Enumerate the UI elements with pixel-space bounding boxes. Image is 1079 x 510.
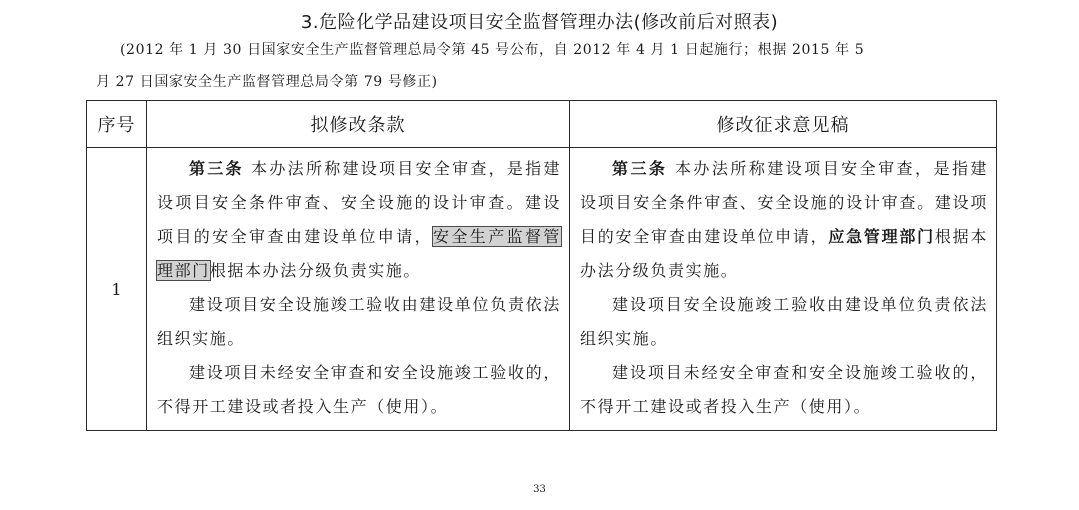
header-serial-number: 序号 [87,101,147,148]
draft-p1-tail: 根据本办法分级负责实施。 [209,261,422,280]
revised-p1-tail: 根据本办法分级负责实施。 [580,227,988,280]
comparison-table [86,100,997,431]
draft-highlighted-term: 安全生产监督管理部门 [157,227,561,280]
revised-paragraph-2: 建设项目安全设施竣工验收由建设单位负责依法组织实施。 [580,295,988,348]
revised-article-label: 第三条 [612,159,668,178]
draft-paragraph-2: 建设项目安全设施竣工验收由建设单位负责依法组织实施。 [157,295,561,348]
draft-paragraph-3: 建设项目未经安全审查和安全设施竣工验收的，不得开工建设或者投入生产（使用）。 [157,363,561,416]
document-subtitle-line-1: (2012 年 1 月 30 日国家安全生产监督管理总局令第 45 号公布，自 2012 年 4 月 1 日起施行；根据 2015 年 5 [120,42,865,58]
header-revised-draft: 修改征求意见稿 [570,101,997,148]
table-row [87,148,997,431]
draft-article-label: 第三条 [189,159,244,178]
row-serial-number: 1 [87,148,147,431]
page-number: 33 [533,484,546,495]
document-subtitle-line-2: 月 27 日国家安全生产监督管理总局令第 79 号修正) [96,74,438,90]
document-title: 3.危险化学品建设项目安全监督管理办法(修改前后对照表) [300,12,779,33]
revised-bold-term: 应急管理部门 [828,227,935,246]
revised-p1-text: 本办法所称建设项目安全审查，是指建设项目安全条件审查、安全设施的设计审查。建设项目的安全审查由建设单位申请， [580,159,989,246]
draft-p1-text: 本办法所称建设项目安全审查，是指建设项目安全条件审查、安全设施的设计审查。建设项目的安全审查由建设单位申请， [157,159,561,246]
revised-paragraph-3: 建设项目未经安全审查和安全设施竣工验收的，不得开工建设或者投入生产（使用）。 [580,363,988,416]
draft-clause-cell [147,148,570,431]
revised-draft-cell [570,148,997,431]
table-header-row [87,101,997,148]
revised-paragraph-1 [580,152,988,288]
header-draft-clause: 拟修改条款 [147,101,570,148]
draft-paragraph-1 [157,152,561,288]
